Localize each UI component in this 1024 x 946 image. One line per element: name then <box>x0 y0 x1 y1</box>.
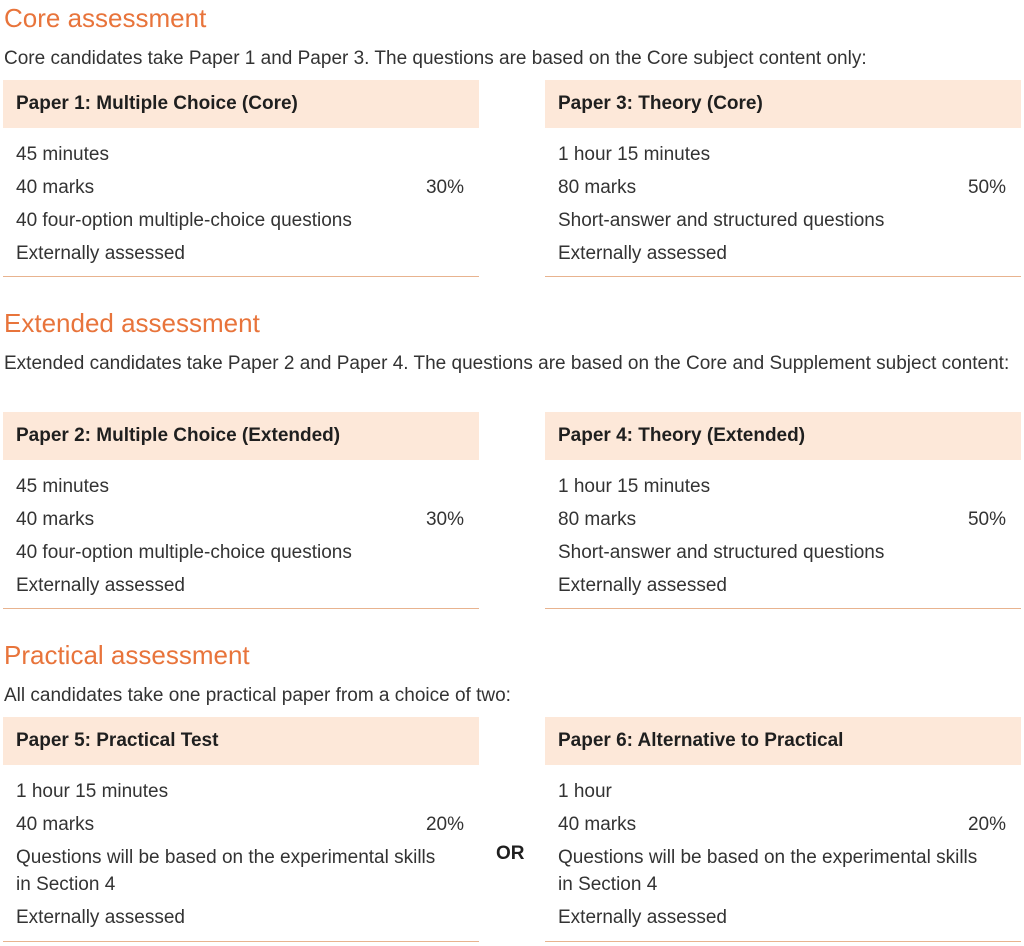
paper-2-card <box>3 412 479 609</box>
paper-2-marks-row <box>16 503 464 536</box>
paper-6-duration: 1 hour <box>558 781 612 802</box>
paper-3-marks-row <box>558 171 1006 204</box>
paper-3-marks: 80 marks <box>558 177 637 198</box>
paper-3-card <box>545 80 1021 277</box>
paper-3-duration: 1 hour 15 minutes <box>558 144 711 165</box>
paper-3-weight: 50% <box>967 177 1006 198</box>
paper-2-weight: 30% <box>425 509 464 530</box>
paper-3-divider <box>545 276 1021 277</box>
core-section-title: Core assessment <box>4 3 207 33</box>
paper-1-card <box>3 80 479 277</box>
paper-1-weight: 30% <box>425 177 464 198</box>
paper-5-weight: 20% <box>425 814 464 835</box>
core-intro: Core candidates take Paper 1 and Paper 3. The questions are based on the Core subject content only: <box>4 48 867 69</box>
paper-1-marks: 40 marks <box>16 177 95 198</box>
paper-1-duration: 45 minutes <box>16 144 109 165</box>
paper-5-title: Paper 5: Practical Test <box>3 717 479 765</box>
paper-2-duration: 45 minutes <box>16 476 109 497</box>
paper-5-divider <box>3 941 479 942</box>
paper-4-marks: 80 marks <box>558 509 637 530</box>
paper-5-marks: 40 marks <box>16 814 95 835</box>
paper-3-description: Short-answer and structured questions <box>558 210 885 231</box>
paper-5-marks-row <box>16 808 464 841</box>
extended-section-title: Extended assessment <box>4 308 260 338</box>
paper-6-weight: 20% <box>967 814 1006 835</box>
paper-1-divider <box>3 276 479 277</box>
paper-1-assessment: Externally assessed <box>16 243 185 264</box>
practical-intro: All candidates take one practical paper from a choice of two: <box>4 685 511 706</box>
paper-4-duration: 1 hour 15 minutes <box>558 476 711 497</box>
paper-5-card <box>3 717 479 942</box>
paper-6-marks-row <box>558 808 1006 841</box>
or-label: OR <box>496 843 525 864</box>
paper-1-description: 40 four-option multiple-choice questions <box>16 210 352 231</box>
paper-4-description: Short-answer and structured questions <box>558 542 885 563</box>
paper-4-weight: 50% <box>967 509 1006 530</box>
paper-1-title: Paper 1: Multiple Choice (Core) <box>3 80 479 128</box>
paper-6-card <box>545 717 1021 942</box>
paper-2-title: Paper 2: Multiple Choice (Extended) <box>3 412 479 460</box>
extended-intro: Extended candidates take Paper 2 and Paper 4. The questions are based on the Core and Supplement subject content: <box>4 353 1010 374</box>
paper-4-title: Paper 4: Theory (Extended) <box>545 412 1021 460</box>
paper-4-card <box>545 412 1021 609</box>
paper-1-marks-row <box>16 171 464 204</box>
paper-2-divider <box>3 608 479 609</box>
paper-4-marks-row <box>558 503 1006 536</box>
paper-5-duration: 1 hour 15 minutes <box>16 781 169 802</box>
paper-6-title: Paper 6: Alternative to Practical <box>545 717 1021 765</box>
paper-5-description: Questions will be based on the experimental skills in Section 4 <box>16 847 436 895</box>
paper-2-description: 40 four-option multiple-choice questions <box>16 542 352 563</box>
paper-6-assessment: Externally assessed <box>558 907 727 928</box>
paper-4-divider <box>545 608 1021 609</box>
paper-5-assessment: Externally assessed <box>16 907 185 928</box>
paper-3-title: Paper 3: Theory (Core) <box>545 80 1021 128</box>
paper-2-assessment: Externally assessed <box>16 575 185 596</box>
paper-6-marks: 40 marks <box>558 814 637 835</box>
practical-section-title: Practical assessment <box>4 640 250 670</box>
paper-4-assessment: Externally assessed <box>558 575 727 596</box>
paper-3-assessment: Externally assessed <box>558 243 727 264</box>
paper-6-description: Questions will be based on the experimental skills in Section 4 <box>558 847 978 895</box>
paper-2-marks: 40 marks <box>16 509 95 530</box>
paper-6-divider <box>545 941 1021 942</box>
